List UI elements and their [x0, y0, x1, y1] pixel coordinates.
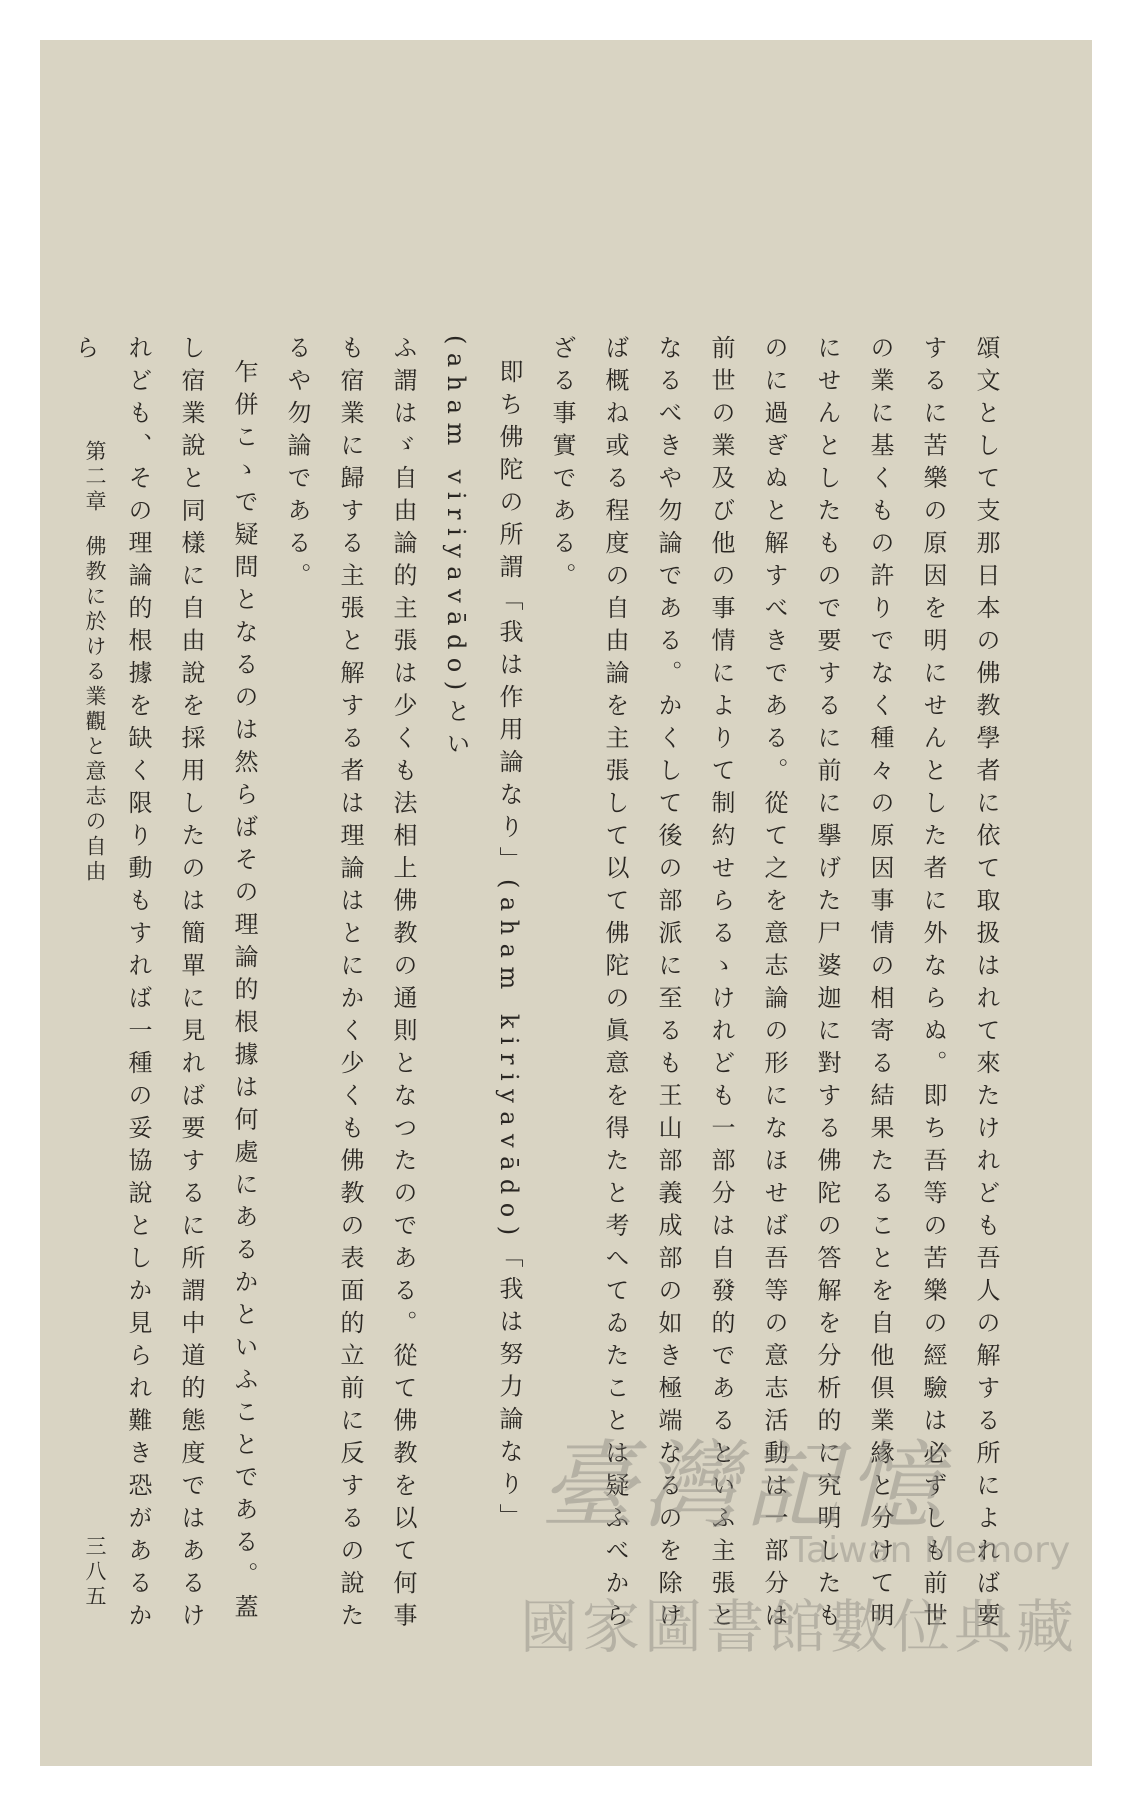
paragraph-line: のに過ぎぬと解すべきである。從て之を意志論の形になほせば吾等の意志活動は一部分は [760, 335, 788, 1635]
watermark-chinese: 國家圖書館數位典藏 [520, 1593, 1079, 1661]
paragraph-line: れども、その理論的根據を缺く限り動もすれば一種の妥協說としか見られ難き恐があるから [71, 335, 152, 1635]
paragraph-line: ば概ね或る程度の自由論を主張して以て佛陀の眞意を得たと考へてゐたことは疑ふべから [601, 335, 629, 1635]
paragraph-line: るや勿論である。 [283, 335, 311, 595]
paragraph-line: するに苦樂の原因を明にせんとした者に外ならぬ。即ち吾等の苦樂の經驗は必ずしも前世 [919, 335, 947, 1635]
chapter-heading [80, 440, 110, 885]
paragraph-line: も宿業に歸する主張と解する者は理論はとにかく少くも佛教の表面的立前に反するの說た [336, 335, 364, 1635]
paragraph-line: し宿業說と同樣に自由說を採用したのは簡單に見れば要するに所謂中道的態度ではあるけ [177, 335, 205, 1635]
chapter-number: 第二章 [83, 440, 107, 515]
paragraph-line: 頌文として支那日本の佛教學者に依て取扱はれて來たけれども吾人の解する所によれば要 [972, 335, 1000, 1635]
paragraph-line: にせんとしたもので要するに前に擧げた尸婆迦に對する佛陀の答解を分析的に究明したも [813, 335, 841, 1635]
paragraph-line: ふ謂はゞ自由論的主張は少くも法相上佛教の通則となつたのである。從て佛教を以て何事 [389, 335, 417, 1635]
paragraph-line: 前世の業及び他の事情によりて制約せらるゝけれども一部分は自發的であるといふ主張と [707, 335, 735, 1635]
page-number: 三八五 [83, 1535, 107, 1610]
library-watermark [520, 1410, 1092, 1670]
running-footer [80, 440, 110, 1610]
paragraph-line: 乍併こゝで疑問となるのは然らばその理論的根據は何處にあるかといふことである。蓋 [230, 359, 258, 1627]
paragraph-line: なるべきや勿論である。かくして後の部派に至るも王山部義成部の如き極端なるのを除け [654, 335, 682, 1635]
paragraph-line: ざる事實である。 [548, 335, 576, 595]
watermark-english: Taiwan Memory [790, 1530, 1071, 1571]
scanned-page [40, 40, 1092, 1766]
paragraph-line: の業に基くもの許りでなく種々の原因事情の相寄る結果たることを自他倶業緣と分けて明 [866, 335, 894, 1635]
chapter-title: 佛教に於ける業觀と意志の自由 [83, 535, 107, 885]
paragraph-line: 即ち佛陀の所謂「我は作用論なり」(aham kiriyavādo)「我は努力論なり」(aham viriyavādo)とい [442, 335, 523, 1537]
watermark-brush-text: 臺灣記憶 [540, 1430, 948, 1542]
